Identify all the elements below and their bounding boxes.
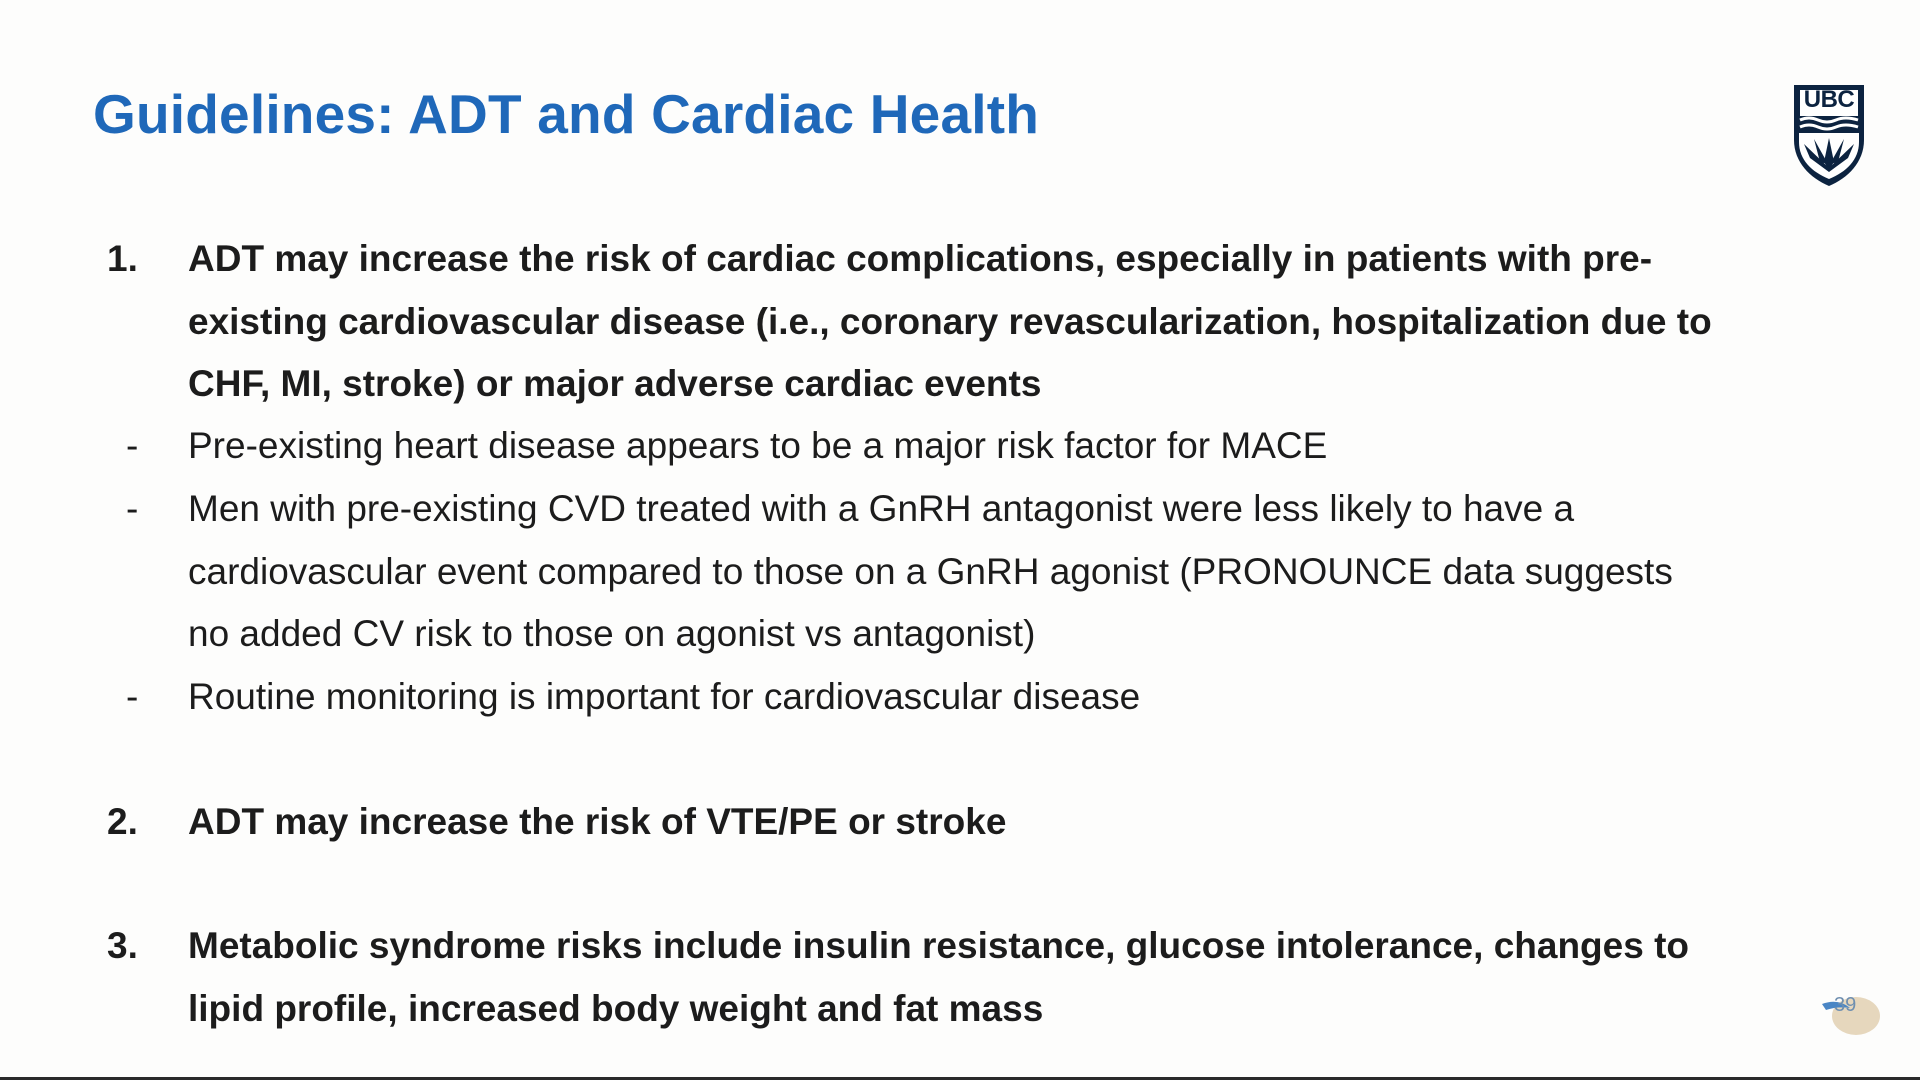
list-marker: - — [126, 425, 139, 466]
list-marker: 2. — [107, 801, 138, 842]
ubc-logo-text: UBC — [1803, 86, 1855, 113]
list-item-text: Pre-existing heart disease appears to be a major risk factor for MACE — [188, 425, 1328, 466]
list-marker: 3. — [107, 925, 138, 966]
list-marker: - — [126, 676, 139, 717]
list-item-text: Men with pre-existing CVD treated with a GnRH antagonist were less likely to have a cardiovascular event compared to those on a GnRH agonist (PRONOUNCE data suggests no added CV risk to those on agonist vs antagonist) — [188, 488, 1673, 654]
page-number: 39 — [1834, 994, 1857, 1016]
list-marker: - — [126, 488, 139, 529]
list-item-text: ADT may increase the risk of cardiac complications, especially in patients with pre-existing cardiovascular disease (i.e., coronary revascularization, hospitalization due to CHF, MI, stroke) or major adverse cardiac events — [188, 238, 1712, 404]
list-item-text: ADT may increase the risk of VTE/PE or stroke — [188, 801, 1007, 842]
slide-title: Guidelines: ADT and Cardiac Health — [93, 83, 1040, 145]
list-marker: 1. — [107, 238, 138, 279]
list-item-text: Routine monitoring is important for cardiovascular disease — [188, 676, 1141, 717]
list-item-text: Metabolic syndrome risks include insulin resistance, glucose intolerance, changes to lipid profile, increased body weight and fat mass — [188, 925, 1690, 1029]
